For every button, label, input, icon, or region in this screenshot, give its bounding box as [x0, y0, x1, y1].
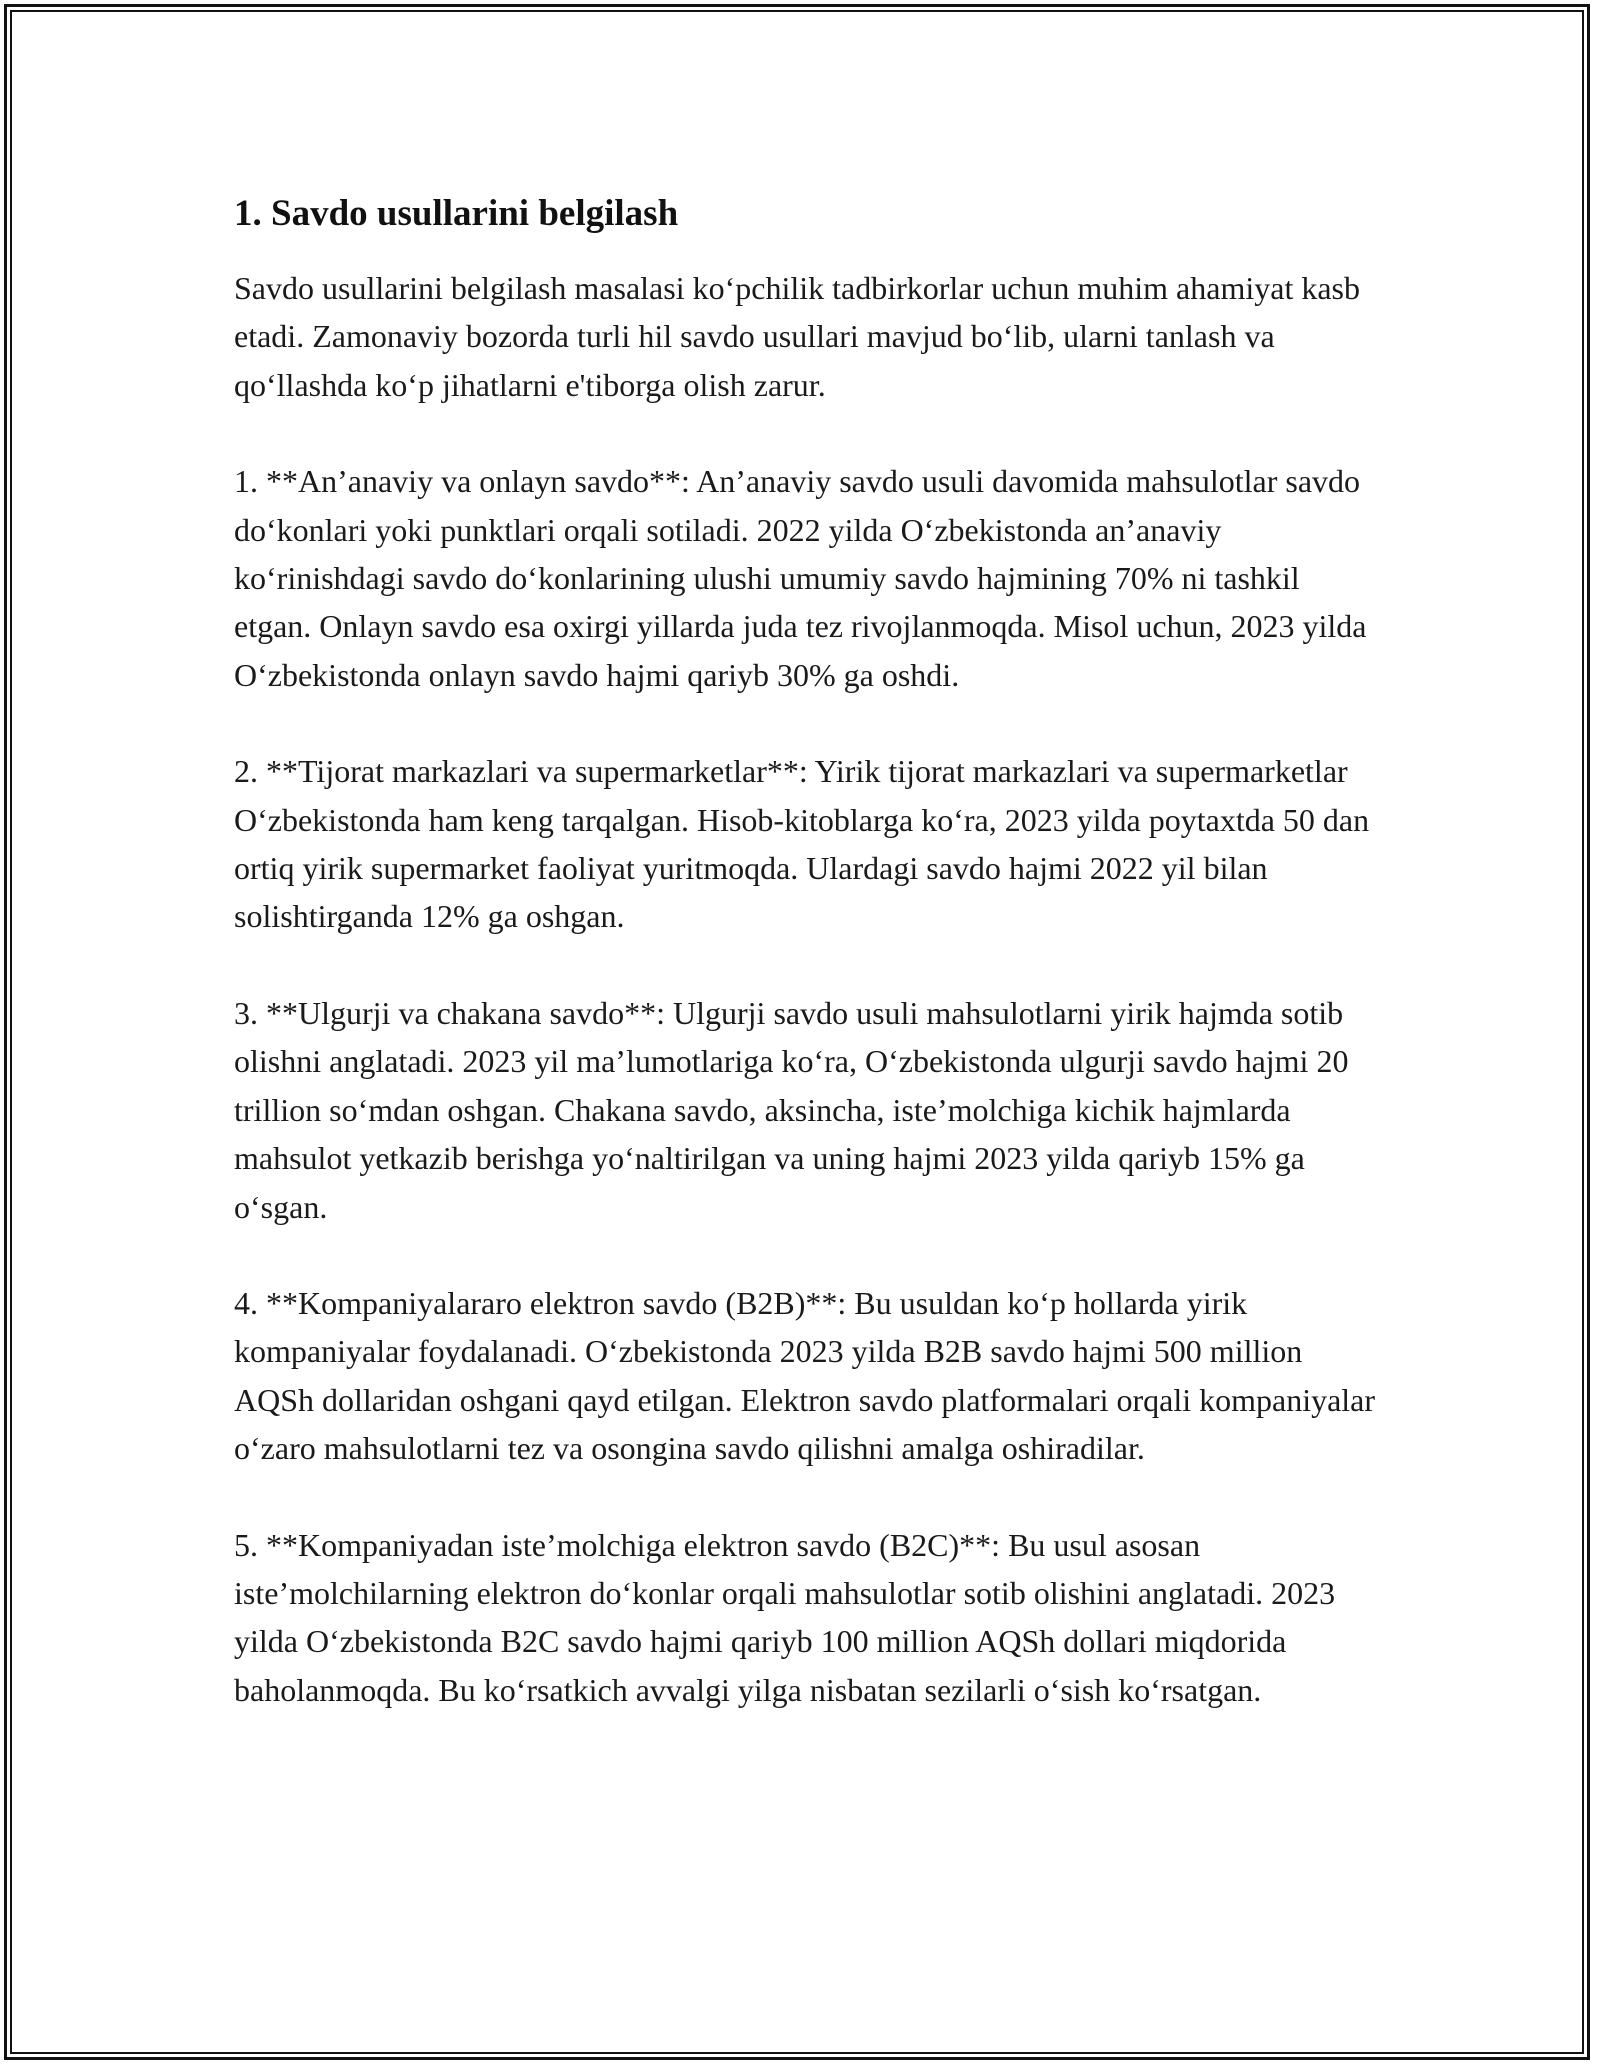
paragraph-b2b: 4. **Kompaniyalararo elektron savdo (B2B)**: Bu usuldan ko‘p hollarda yirik kompaniyalar foydalanadi. O‘zbekistonda 2023 yilda B2B savdo hajmi 500 million AQSh dollaridan oshgani qayd etilgan. Elektron savdo platformalari orqali kompaniyalar o‘zaro mahsulotlarni tez va osongina savdo qilishni amalga oshiradilar. — [234, 1284, 1376, 1467]
paragraph-wholesale-retail: 3. **Ulgurji va chakana savdo**: Ulgurji savdo usuli mahsulotlarni yirik hajmda sotib olishni anglatadi. 2023 yil ma’lumotlariga ko‘ra, O‘zbekistonda ulgurji savdo hajmi 20 trillion so‘mdan oshgan. Chakana savdo, aksincha, iste’molchiga kichik hajmlarda mahsulot yetkazib berishga yo‘naltirilgan va uning hajmi 2023 yilda qariyb 15% ga o‘sgan. — [234, 994, 1349, 1225]
intro-paragraph: Savdo usullarini belgilash masalasi ko‘pchilik tadbirkorlar uchun muhim ahamiyat kasb etadi. Zamonaviy bozorda turli hil savdo usullari mavjud bo‘lib, ularni tanlash va qo‘llashda ko‘p jihatlarni e'tiborga olish zarur. — [234, 270, 1360, 403]
paragraph-b2c: 5. **Kompaniyadan iste’molchiga elektron savdo (B2C)**: Bu usul asosan iste’molchilarning elektron do‘konlar orqali mahsulotlar sotib olishini anglatadi. 2023 yilda O‘zbekistonda B2C savdo hajmi qariyb 100 million AQSh dollari miqdorida baholanmoqda. Bu ko‘rsatkich avvalgi yilga nisbatan sezilarli o‘sish ko‘rsatgan. — [234, 1526, 1336, 1708]
section-heading: 1. Savdo usullarini belgilash — [234, 193, 679, 234]
document-body — [234, 186, 1384, 1762]
paragraph-malls-supermarkets: 2. **Tijorat markazlari va supermarketlar**: Yirik tijorat markazlari va supermarketlar O‘zbekistonda ham keng tarqalgan. Hisob-kitoblarga ko‘ra, 2023 yilda poytaxtda 50 dan ortiq yirik supermarket faoliyat yuritmoqda. Ulardagi savdo hajmi 2022 yil bilan solishtirganda 12% ga oshgan. — [234, 753, 1370, 935]
paragraph-traditional-online: 1. **An’anaviy va onlayn savdo**: An’anaviy savdo usuli davomida mahsulotlar savdo do‘konlari yoki punktlari orqali sotiladi. 2022 yilda O‘zbekistonda an’anaviy ko‘rinishdagi savdo do‘konlarining ulushi umumiy savdo hajmining 70% ni tashkil etgan. Onlayn savdo esa oxirgi yillarda juda tez rivojlanmoqda. Misol uchun, 2023 yilda O‘zbekistonda onlayn savdo hajmi qariyb 30% ga oshdi. — [234, 463, 1367, 693]
